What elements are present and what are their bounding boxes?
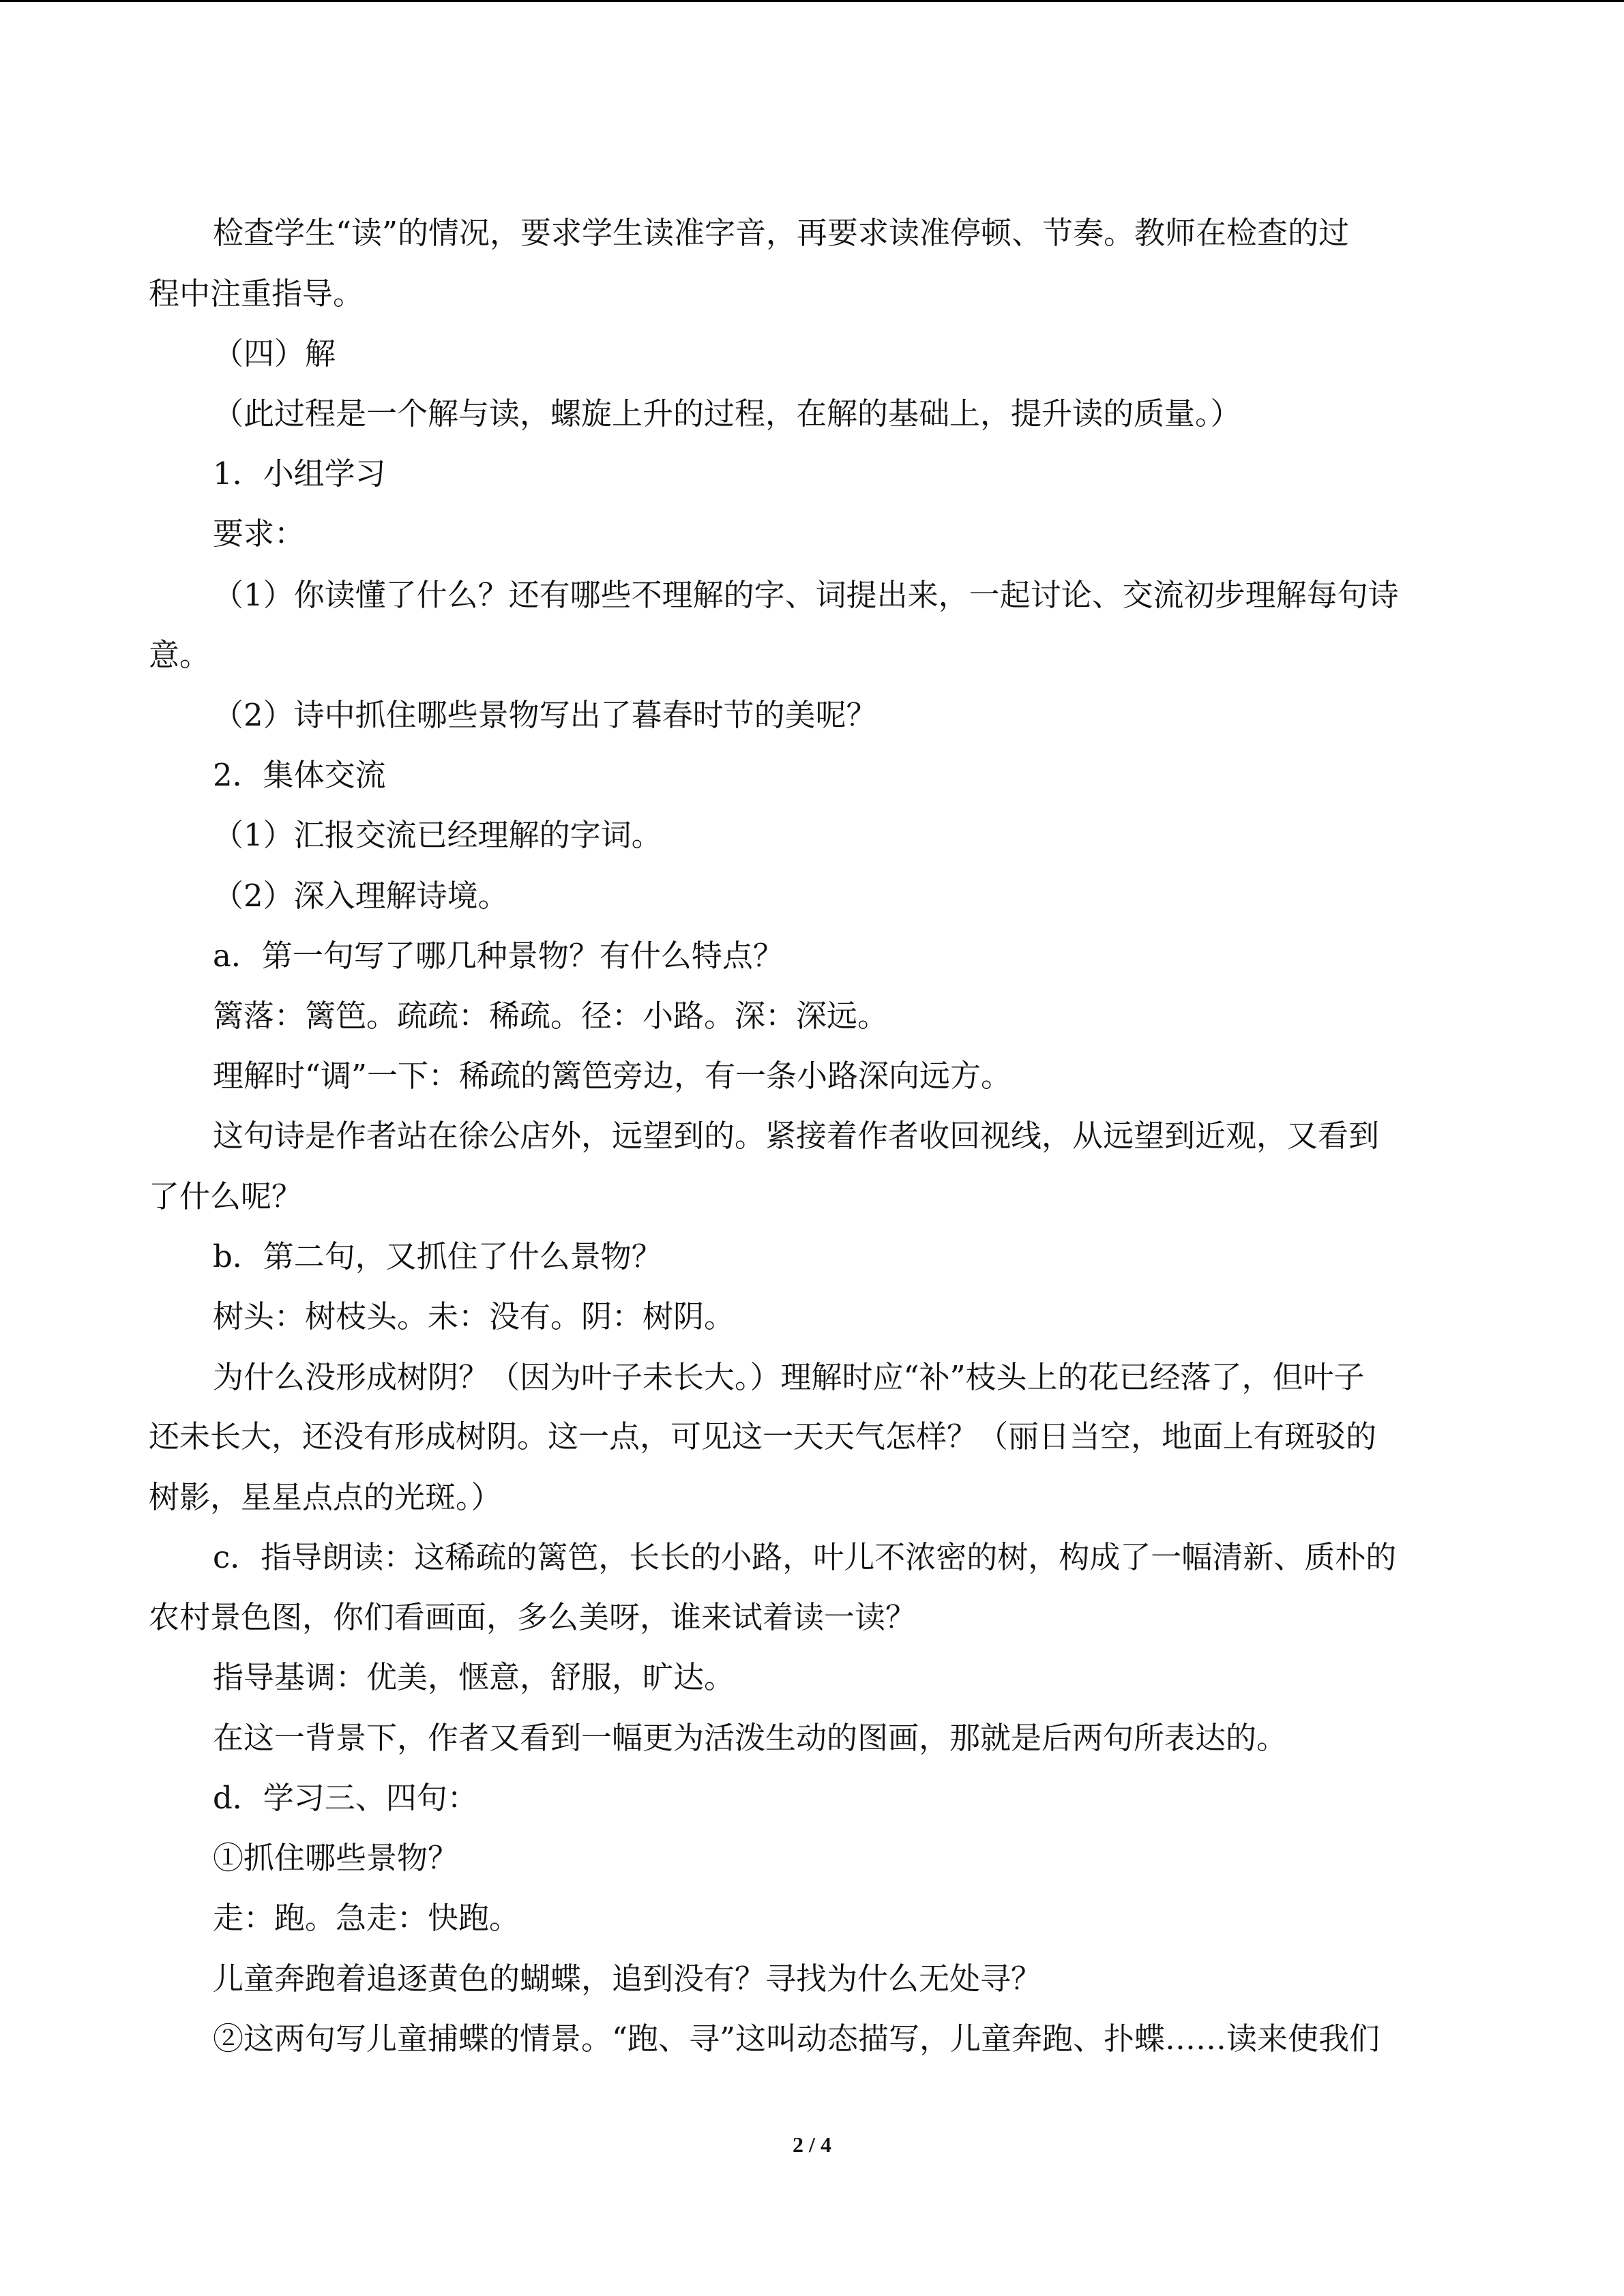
paragraph-line: （2）深入理解诗境。 — [213, 878, 509, 914]
subsection-heading: 1．小组学习 — [213, 456, 386, 492]
paragraph-line: 篱落：篱笆。疏疏：稀疏。径：小路。深：深远。 — [213, 998, 889, 1034]
top-border-line — [0, 0, 1624, 2]
subsection-heading: 2．集体交流 — [213, 757, 386, 793]
paragraph-line: 指导基调：优美，惬意，舒服，旷达。 — [213, 1659, 735, 1695]
paragraph-line: c．指导朗读：这稀疏的篱笆，长长的小路，叶儿不浓密的树，构成了一幅清新、质朴的 — [213, 1539, 1397, 1575]
paragraph-line: 树影，星星点点的光斑。） — [149, 1479, 502, 1515]
paragraph-line: 要求： — [213, 516, 306, 552]
page-number: 2 / 4 — [793, 2132, 831, 2157]
section-heading: （四）解 — [213, 336, 336, 372]
paragraph-line: 为什么没形成树阴？（因为叶子未长大。）理解时应“补”枝头上的花已经落了，但叶子 — [213, 1359, 1365, 1395]
paragraph-line: 农村景色图，你们看画面，多么美呀，谁来试着读一读？ — [149, 1599, 917, 1635]
paragraph-line: b．第二句，又抓住了什么景物？ — [213, 1238, 662, 1274]
paragraph-line: 树头：树枝头。未：没有。阴：树阴。 — [213, 1298, 735, 1335]
paragraph-line: ①抓住哪些景物？ — [213, 1840, 459, 1876]
paragraph-line: 检查学生“读”的情况，要求学生读准字音，再要求读准停顿、节奏。教师在检查的过 — [213, 215, 1350, 251]
paragraph-line: 儿童奔跑着追逐黄色的蝴蝶，追到没有？寻找为什么无处寻？ — [213, 1960, 1042, 1997]
paragraph-line: 这句诗是作者站在徐公店外，远望到的。紧接着作者收回视线，从远望到近观，又看到 — [213, 1118, 1380, 1154]
paragraph-line: （此过程是一个解与读，螺旋上升的过程，在解的基础上，提升读的质量。） — [213, 396, 1241, 432]
paragraph-line: 理解时“调”一下：稀疏的篱笆旁边，有一条小路深向远方。 — [213, 1058, 1012, 1094]
paragraph-line: 还未长大，还没有形成树阴。这一点，可见这一天天气怎样？（丽日当空，地面上有斑驳的 — [149, 1418, 1377, 1455]
paragraph-line: d．学习三、四句： — [213, 1780, 478, 1816]
paragraph-line: （2）诗中抓住哪些景物写出了暮春时节的美呢？ — [213, 697, 877, 733]
paragraph-line: ②这两句写儿童捕蝶的情景。“跑、寻”这叫动态描写，儿童奔跑、扑蝶……读来使我们 — [213, 2021, 1381, 2057]
paragraph-line: （1）汇报交流已经理解的字词。 — [213, 817, 662, 853]
paragraph-line: a．第一句写了哪几种景物？有什么特点？ — [213, 938, 784, 974]
paragraph-line: 走：跑。急走：快跑。 — [213, 1900, 520, 1936]
paragraph-line: （1）你读懂了什么？还有哪些不理解的字、词提出来，一起讨论、交流初步理解每句诗 — [213, 577, 1399, 613]
paragraph-line: 在这一背景下，作者又看到一幅更为活泼生动的图画，那就是后两句所表达的。 — [213, 1720, 1288, 1756]
paragraph-line: 意。 — [149, 637, 211, 673]
paragraph-line: 了什么呢？ — [149, 1178, 303, 1214]
paragraph-line: 程中注重指导。 — [149, 275, 364, 312]
